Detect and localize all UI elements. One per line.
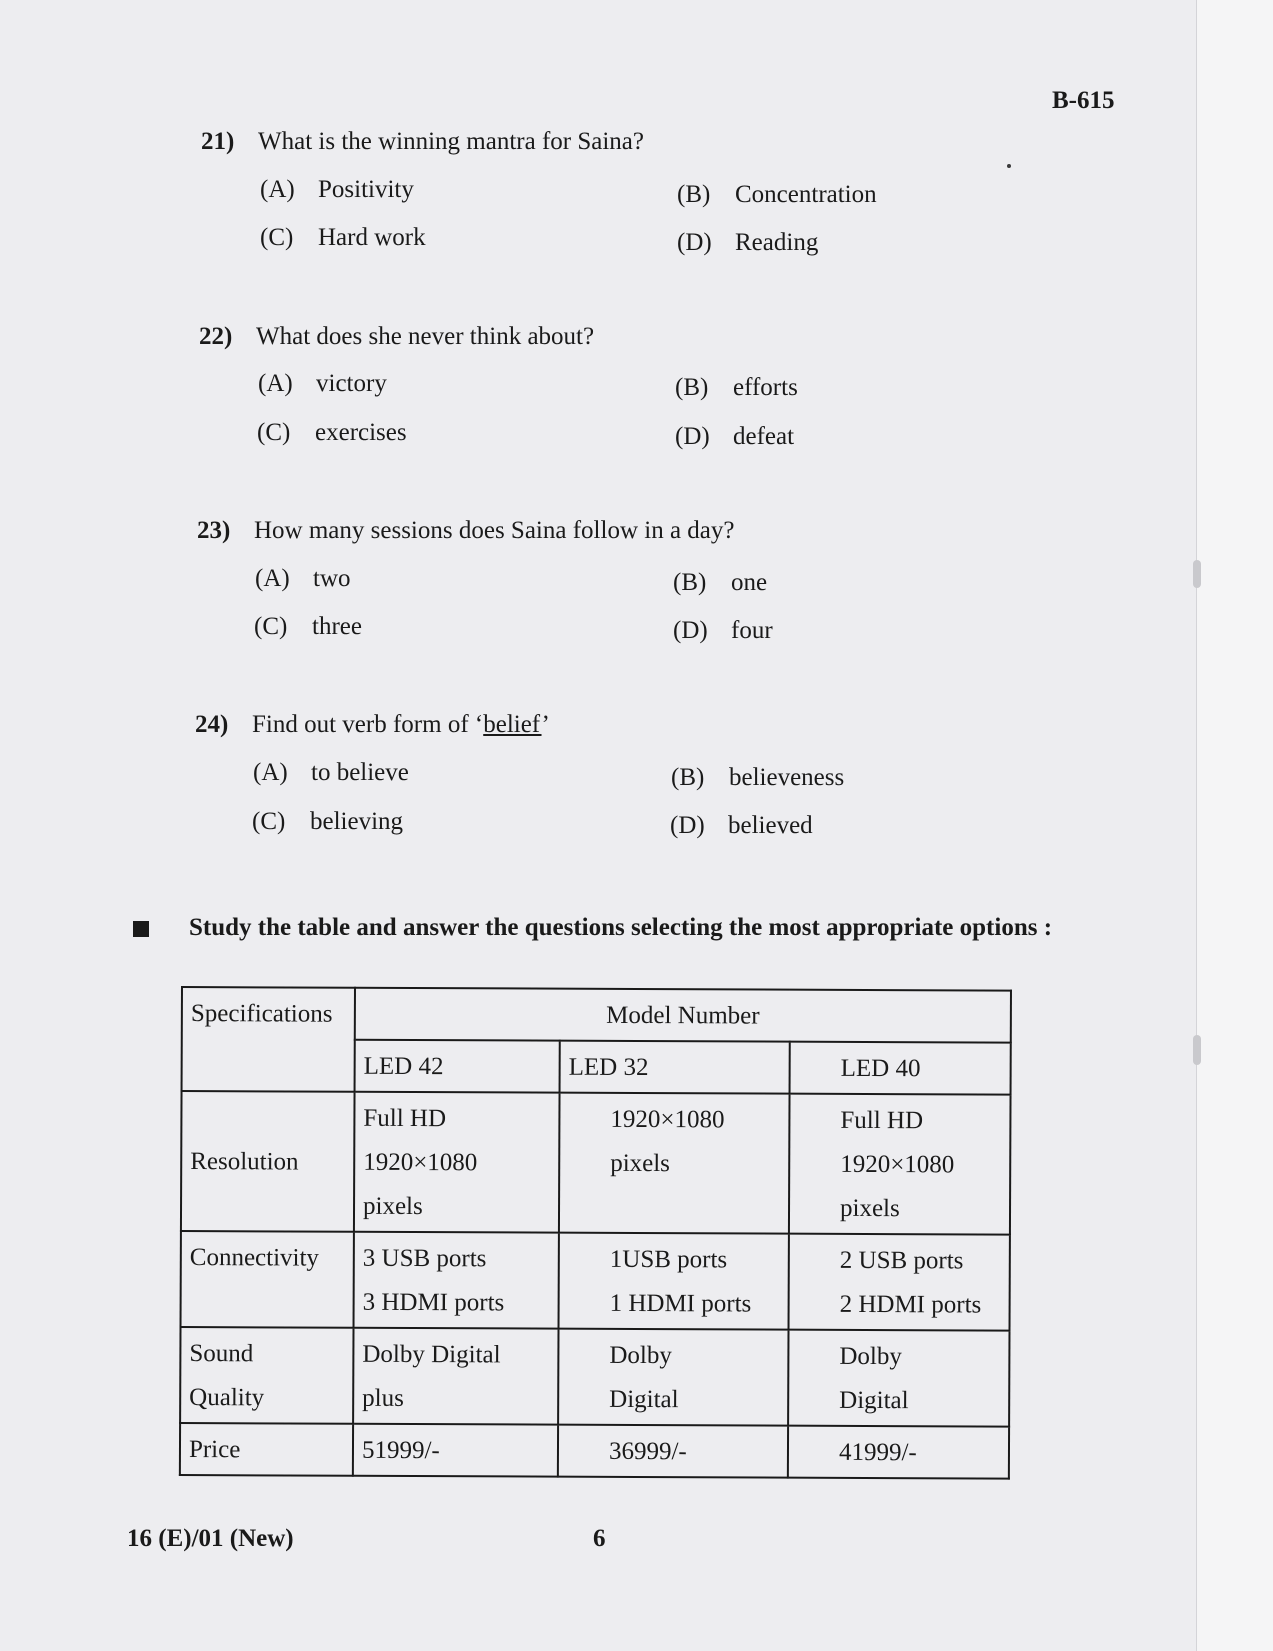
cell-line: Dolby Digital: [362, 1340, 501, 1369]
table-cell: [558, 1425, 788, 1478]
cell-line: 1USB ports: [609, 1245, 728, 1274]
option-letter: (D): [675, 423, 710, 450]
table-instruction: Study the table and answer the questions selecting the most appropriate options :: [189, 914, 1053, 941]
cell-line: Dolby: [609, 1341, 672, 1370]
cell-line: pixels: [610, 1149, 671, 1178]
table-cell: [789, 1234, 1010, 1331]
model-name: LED 32: [568, 1053, 649, 1082]
punch-mark-2: [1193, 1035, 1201, 1065]
table-cell: [788, 1330, 1009, 1427]
table-cell: [788, 1426, 1009, 1479]
option-text: to believe: [311, 759, 409, 786]
table-row: [180, 1423, 1009, 1479]
bullet-square-icon: [133, 921, 149, 937]
table-cell: [559, 1093, 790, 1234]
option-letter: (C): [257, 419, 291, 446]
option-letter: (A): [255, 565, 290, 592]
punch-mark-1: [1193, 560, 1201, 588]
question-number: 24): [195, 711, 229, 738]
model-cell: [355, 1040, 560, 1093]
question-text-suffix: ’: [541, 711, 550, 738]
row-label: Resolution: [190, 1148, 299, 1176]
cell-line: 1920×1080: [840, 1150, 955, 1179]
option-letter: (C): [254, 613, 288, 640]
group-header-cell: [355, 988, 1011, 1043]
question-text: What does she never think about?: [256, 323, 595, 350]
paper-code: B-615: [1052, 87, 1115, 114]
table-cell: [354, 1092, 560, 1233]
option-text: believeness: [729, 764, 845, 791]
question-text-prefix: Find out verb form of ‘: [252, 711, 484, 738]
question-number: 21): [201, 128, 235, 155]
question-23: [197, 517, 1097, 557]
question-text: What is the winning mantra for Saina?: [258, 128, 644, 155]
model-cell: [790, 1042, 1011, 1095]
cell-line: 36999/-: [608, 1437, 687, 1466]
option-letter: (C): [260, 224, 294, 251]
table-cell: [789, 1094, 1011, 1235]
row-label: Connectivity: [189, 1244, 320, 1272]
table-header-row: [182, 987, 1011, 1043]
option-letter: (A): [258, 370, 293, 397]
option-letter: (B): [671, 764, 705, 791]
table-cell: [353, 1424, 558, 1477]
cell-line: 1920×1080: [610, 1105, 725, 1134]
option-letter: (D): [673, 617, 708, 644]
corner-header-cell: [182, 987, 355, 1092]
cell-line: 3 USB ports: [362, 1244, 487, 1273]
option-text: four: [731, 617, 773, 644]
question-22: [199, 323, 1099, 363]
row-label: Quality: [189, 1384, 265, 1412]
cell-line: 1 HDMI ports: [609, 1289, 752, 1318]
option-text: defeat: [733, 423, 795, 450]
cell-line: Full HD: [363, 1104, 447, 1133]
cell-line: 1920×1080: [363, 1148, 478, 1177]
cell-line: 3 HDMI ports: [362, 1288, 505, 1317]
cell-line: 51999/-: [361, 1436, 440, 1465]
table-row: [181, 1231, 1010, 1331]
question-number: 23): [197, 517, 231, 544]
option-letter: (B): [677, 181, 711, 208]
row-label: Sound: [189, 1340, 254, 1368]
table-row: [180, 1327, 1009, 1427]
question-text: [252, 711, 550, 739]
cell-line: pixels: [362, 1192, 423, 1221]
option-text: believing: [310, 808, 404, 835]
option-text: victory: [316, 370, 387, 397]
table-cell: [558, 1329, 788, 1426]
cell-line: Dolby: [839, 1342, 902, 1371]
group-header: Model Number: [606, 1001, 760, 1030]
table-cell: [354, 1232, 559, 1329]
option-letter: (B): [675, 374, 709, 401]
option-text: Positivity: [318, 176, 414, 203]
table-cell: [559, 1233, 789, 1330]
row-label-cell: [180, 1423, 353, 1476]
table-row: [181, 1091, 1011, 1235]
option-letter: (A): [260, 176, 295, 203]
option-text: Reading: [735, 229, 819, 256]
cell-line: 41999/-: [838, 1438, 917, 1467]
option-text: two: [313, 565, 351, 592]
model-name: LED 40: [840, 1054, 921, 1083]
row-label-cell: [181, 1231, 354, 1328]
option-text: Hard work: [318, 224, 426, 251]
specifications-table: [179, 986, 1012, 1480]
option-text: efforts: [733, 374, 798, 401]
question-text: How many sessions does Saina follow in a day?: [254, 517, 735, 544]
option-letter: (A): [253, 759, 288, 786]
option-text: exercises: [315, 419, 407, 446]
row-label: Price: [188, 1436, 241, 1464]
option-text: three: [312, 613, 362, 640]
corner-header: Specifications: [190, 1000, 333, 1028]
option-text: believed: [728, 812, 813, 839]
cell-line: Full HD: [840, 1106, 924, 1135]
scanner-margin: [1196, 0, 1273, 1651]
question-24: [195, 711, 1095, 751]
row-label-cell: [180, 1327, 353, 1424]
table-cell: [353, 1328, 558, 1425]
model-name: LED 42: [363, 1052, 444, 1081]
question-number: 22): [199, 323, 233, 350]
underlined-word: belief: [483, 711, 542, 738]
option-letter: (D): [670, 812, 705, 839]
page-number: 6: [593, 1525, 606, 1552]
cell-line: 2 HDMI ports: [839, 1290, 982, 1319]
paper-series-code: 16 (E)/01 (New): [127, 1525, 294, 1552]
option-letter: (D): [677, 229, 712, 256]
option-letter: (C): [252, 808, 286, 835]
option-text: one: [731, 569, 768, 596]
cell-line: 2 USB ports: [839, 1246, 964, 1275]
cell-line: Digital: [839, 1386, 909, 1415]
cell-line: plus: [362, 1384, 404, 1412]
cell-line: Digital: [609, 1385, 679, 1414]
model-cell: [560, 1041, 790, 1094]
row-label-cell: [181, 1091, 355, 1232]
option-letter: (B): [673, 569, 707, 596]
option-text: Concentration: [735, 181, 877, 208]
cell-line: pixels: [839, 1194, 900, 1223]
